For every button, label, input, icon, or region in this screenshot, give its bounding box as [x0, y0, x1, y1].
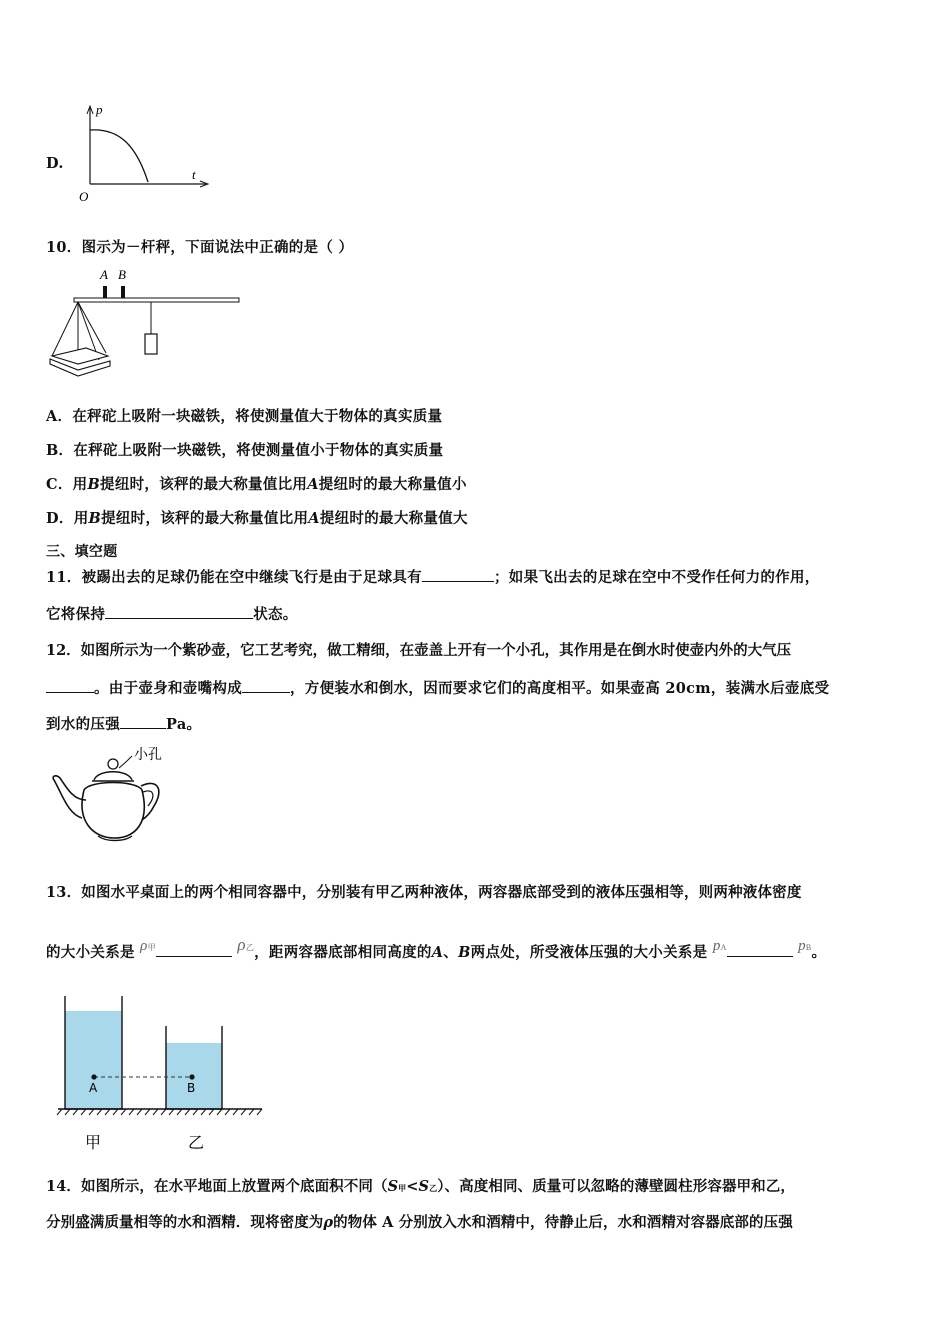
s-jia: S甲: [387, 1178, 407, 1195]
pan-top: [52, 348, 108, 364]
less-than: <: [406, 1178, 419, 1195]
q12-text-c: 到水的压强: [46, 716, 120, 733]
label-b: B: [118, 267, 126, 282]
point-a-ref: A: [431, 944, 444, 961]
q11-text-a: 11．被踢出去的足球仍能在空中继续飞行是由于足球具有: [46, 569, 422, 586]
y-axis-label: p: [96, 102, 103, 117]
lid-knob: [108, 759, 118, 769]
rho-symbol: ρ: [323, 1214, 334, 1231]
q14-line-2: [46, 1211, 793, 1232]
q13-containers-figure: [54, 992, 284, 1152]
option-text-mid: 提纽时，该秤的最大称量值比用: [101, 510, 309, 527]
q10-stem: 10．图示为－杆秤，下面说法中正确的是（ ）: [46, 239, 354, 256]
q13-end: 。: [811, 944, 827, 961]
section-heading: 三、填空题: [46, 544, 118, 560]
hook-b: [121, 286, 125, 298]
option-text-pre: 用: [72, 476, 88, 493]
q12-text-a: 。由于壶身和壶嘴构成: [94, 680, 242, 697]
point-b-label: B: [187, 1081, 196, 1095]
var-a: A: [307, 476, 319, 493]
q12-text-b: ，方便装水和倒水，因而要求它们的高度相平。如果壶高 20cm，装满水后壶底受: [290, 680, 830, 697]
pressure-curve: [90, 130, 148, 182]
var-a: A: [308, 510, 320, 527]
label-a: A: [100, 267, 108, 282]
q12-teapot-figure: [46, 742, 176, 842]
option-text-pre: 用: [73, 510, 89, 527]
q12-blank-1[interactable]: [46, 678, 94, 693]
q10-option-d: [46, 507, 468, 528]
q13-text-b: ，距两容器底部相同高度的: [254, 944, 432, 961]
teapot-body: [82, 783, 144, 839]
q12-text-d: Pa。: [166, 716, 202, 733]
rho-jia: ρ甲: [140, 938, 156, 954]
q12-line-3: [46, 713, 201, 734]
pan-string-3: [78, 302, 106, 353]
q10-option-c: [46, 473, 467, 494]
rho-yi: ρ乙: [237, 935, 255, 954]
label-jia: 甲: [85, 1133, 102, 1152]
q12-blank-2[interactable]: [242, 678, 290, 693]
hole-label: 小孔: [134, 747, 162, 763]
x-axis-label: t: [192, 167, 196, 182]
q11-text-d: 状态。: [253, 606, 298, 623]
table-hatching: [57, 1109, 262, 1115]
q14-text-d: 的物体 A 分别放入水和酒精中，待静止后，水和酒精对容器底部的压强: [333, 1214, 793, 1231]
q10-steelyard-figure: [44, 268, 244, 383]
hole-leader: [119, 756, 132, 768]
q13-line-2: [46, 935, 827, 962]
label-yi: 乙: [188, 1133, 205, 1152]
option-letter: B．: [46, 442, 74, 459]
pan-string-1: [52, 302, 78, 356]
q11-line-2: [46, 603, 298, 624]
q12-line-1: 12．如图所示为一个紫砂壶，它工艺考究，做工精细，在壶盖上开有一个小孔，其作用是在倒水时使壶内外的大气压: [46, 642, 792, 659]
steelyard-beam: [74, 298, 239, 302]
q13-text-c: 两点处，所受液体压强的大小关系是: [470, 944, 708, 961]
q13-line-1: 13．如图水平桌面上的两个相同容器中，分别装有甲乙两种液体，两容器底部受到的液体压强相等，则两种液体密度: [46, 884, 802, 901]
origin-label: O: [79, 189, 89, 204]
point-a-label: A: [89, 1081, 98, 1095]
q9-option-d-label: D.: [46, 155, 64, 172]
q14-text-a: 14．如图所示，在水平地面上放置两个底面积不同（: [46, 1178, 388, 1195]
option-letter: D．: [46, 510, 74, 527]
option-letter: C．: [46, 476, 73, 493]
q10-option-a: [46, 405, 442, 426]
var-b: B: [88, 510, 102, 527]
lid: [94, 772, 132, 780]
pressure-b: pB: [798, 938, 812, 954]
sliding-weight: [145, 334, 157, 354]
point-a: [91, 1074, 96, 1079]
option-text-post: 提纽时的最大称量值大: [319, 510, 468, 527]
q14-line-1: [46, 1175, 795, 1196]
option-text-mid: 提纽时，该秤的最大称量值比用: [100, 476, 308, 493]
q13-blank-1[interactable]: [156, 942, 232, 957]
q11-blank-2[interactable]: [105, 604, 253, 619]
q11-text-c: 它将保持: [46, 606, 106, 623]
q14-text-b: ）、高度相同、质量可以忽略的薄壁圆柱形容器甲和乙，: [437, 1178, 795, 1195]
q9-pt-graph: [74, 100, 224, 210]
option-text: 在秤砣上吸附一块磁铁，将使测量值小于物体的真实质量: [73, 442, 444, 459]
q13-blank-2[interactable]: [727, 942, 793, 957]
q14-text-c: 分别盛满质量相等的水和酒精．现将密度为: [46, 1214, 324, 1231]
point-b-ref: B: [458, 944, 471, 961]
q11-text-b: ；如果飞出去的足球在空中不受作任何力的作用，: [493, 569, 820, 586]
q12-blank-3[interactable]: [120, 714, 166, 729]
point-b: [189, 1074, 194, 1079]
q13-text-a: 的大小关系是: [46, 944, 135, 961]
var-b: B: [87, 476, 101, 493]
spout: [53, 776, 86, 818]
option-text-post: 提纽时的最大称量值小: [318, 476, 467, 493]
q13-sep: 、: [443, 944, 459, 961]
q11-blank-1[interactable]: [422, 567, 494, 582]
option-letter: A．: [46, 408, 73, 425]
q11-line-1: [46, 566, 820, 587]
pressure-a: pA: [712, 938, 727, 954]
q10-option-b: [46, 439, 443, 460]
q12-line-2: [46, 677, 829, 698]
option-text: 在秤砣上吸附一块磁铁，将使测量值大于物体的真实质量: [72, 408, 443, 425]
s-yi: S乙: [418, 1178, 438, 1195]
hook-a: [103, 286, 107, 298]
